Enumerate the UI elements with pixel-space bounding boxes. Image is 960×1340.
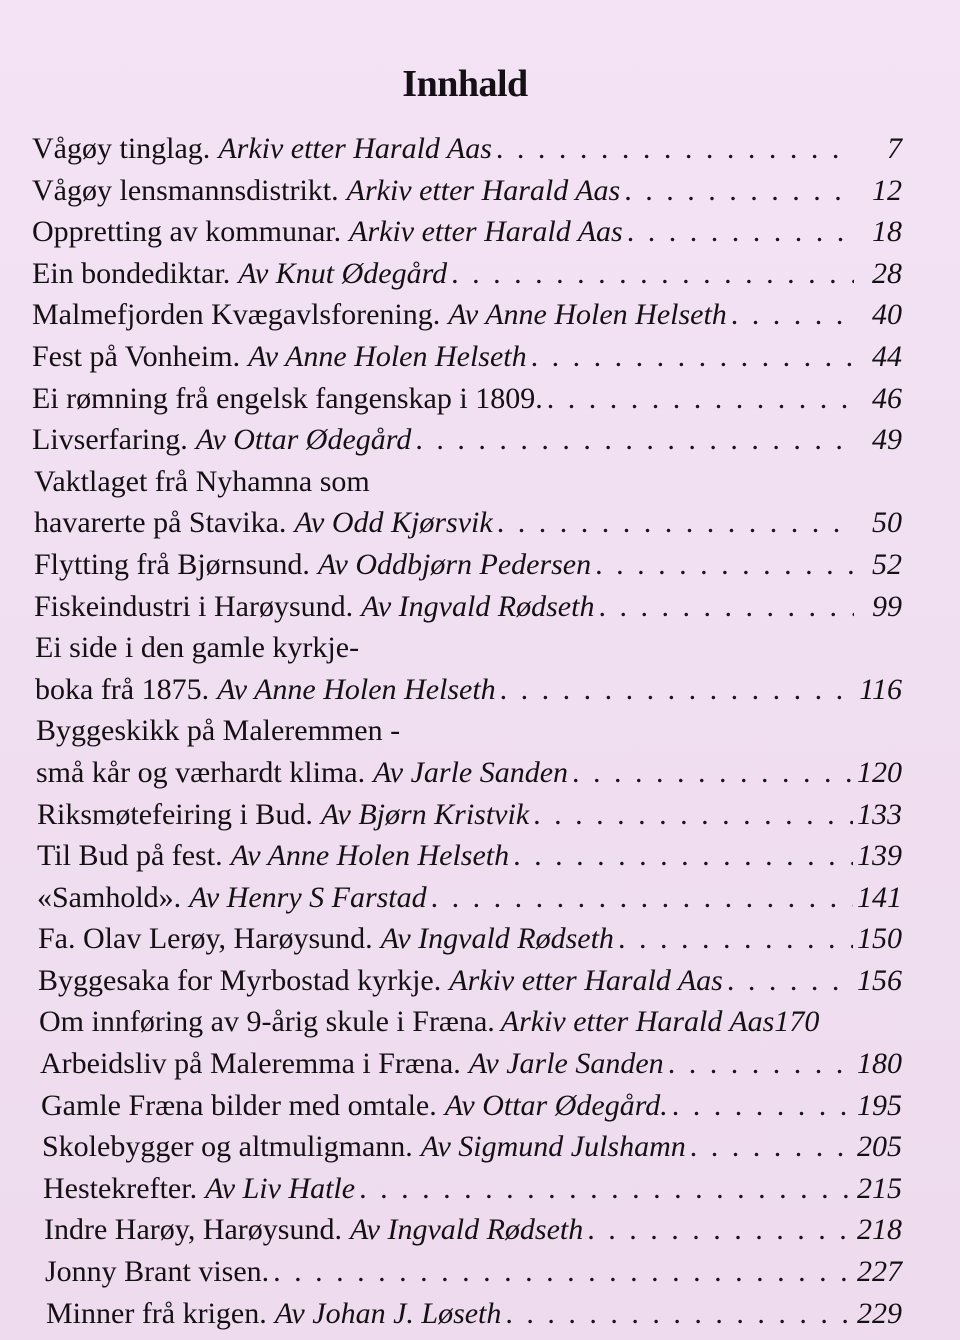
dot-leader [627, 211, 854, 253]
entry-author: Av Henry S Farstad [189, 880, 427, 914]
entry-page: 195 [857, 1088, 902, 1122]
entry-title: Fiskeindustri i Harøysund. [34, 589, 354, 623]
entry-author: Av Anne Holen Helseth [248, 339, 527, 373]
toc-entry [0, 1001, 902, 1043]
entry-title: Ei rømning frå engelsk fangenskap i 1809. [32, 381, 543, 415]
entry-title: Indre Harøy, Harøysund. [44, 1213, 342, 1247]
entry-author: Av Anne Holen Helseth [217, 672, 496, 706]
entry-page: 150 [857, 922, 902, 956]
entry-title: små kår og værhardt klima. [36, 755, 366, 789]
toc-entry [0, 1209, 902, 1251]
toc-entry [0, 1168, 902, 1210]
entry-author: Arkiv etter Harald Aas [349, 215, 623, 249]
dot-leader [359, 1168, 853, 1210]
entry-title: Vaktlaget frå Nyhamna som [34, 464, 370, 498]
dot-leader [513, 835, 853, 877]
dot-leader [624, 170, 854, 212]
table-of-contents [0, 128, 960, 1334]
entry-page: 133 [857, 797, 902, 831]
entry-title: Om innføring av 9-årig skule i Fræna. [39, 1005, 495, 1039]
dot-leader [273, 1251, 853, 1293]
entry-author: Av Jarle Sanden [468, 1047, 664, 1081]
dot-leader [500, 669, 854, 711]
entry-author: Arkiv etter Harald Aas [346, 173, 621, 207]
toc-entry [0, 918, 902, 960]
entry-title: Til Bud på fest. [37, 839, 223, 873]
entry-author: Av Ingvald Rødseth [349, 1213, 584, 1247]
dot-leader [533, 794, 853, 836]
toc-entry [0, 586, 902, 628]
entry-title: Oppretting av kommunar. [32, 215, 342, 249]
entry-author: Av Sigmund Julshamn [420, 1130, 686, 1164]
entry-title: Minner frå krigen. [46, 1296, 267, 1330]
entry-page: 18 [872, 215, 902, 249]
toc-entry [0, 1043, 902, 1085]
dot-leader [431, 877, 853, 919]
entry-author: Av Liv Hatle [205, 1171, 356, 1205]
entry-page: 120 [857, 755, 902, 789]
toc-entry [0, 253, 902, 295]
entry-author: Av Knut Ødegård [238, 256, 448, 290]
entry-author: Av Anne Holen Helseth [230, 839, 510, 873]
toc-entry [0, 336, 902, 378]
toc-entry [0, 669, 902, 711]
dot-leader [572, 752, 853, 794]
entry-author: Av Ottar Ødegård. [444, 1088, 668, 1122]
entry-page: 156 [857, 963, 902, 997]
entry-title: Byggeskikk på Maleremmen - [36, 714, 401, 748]
entry-title: Hestekrefter. [43, 1171, 198, 1205]
entry-page: 44 [872, 339, 902, 373]
dot-leader [587, 1209, 853, 1251]
entry-page: 229 [857, 1296, 902, 1330]
dot-leader [672, 1085, 853, 1127]
dot-leader [727, 960, 853, 1002]
toc-entry [0, 544, 902, 586]
dot-leader [618, 918, 853, 960]
dot-leader [497, 502, 854, 544]
entry-title: Vågøy lensmannsdistrikt. [32, 173, 339, 207]
entry-title: Riksmøtefeiring i Bud. [37, 797, 313, 831]
entry-page: 170 [774, 1005, 820, 1039]
toc-entry [0, 752, 902, 794]
toc-entry-continued [0, 627, 902, 669]
entry-title: Malmefjorden Kvægavlsforening. [32, 298, 441, 332]
dot-leader [547, 378, 854, 420]
toc-entry [0, 1251, 902, 1293]
entry-title: Ein bondediktar. [32, 256, 231, 290]
toc-entry [0, 794, 902, 836]
entry-title: Skolebygger og altmuligmann. [42, 1130, 413, 1164]
toc-entry [0, 960, 902, 1002]
entry-title: Jonny Brant visen. [45, 1255, 270, 1289]
entry-author: Av Anne Holen Helseth [448, 298, 727, 332]
dot-leader [531, 336, 854, 378]
entry-title: Gamle Fræna bilder med omtale. [41, 1088, 437, 1122]
entry-page: 52 [872, 547, 902, 581]
entry-page: 116 [859, 672, 902, 706]
entry-author: Av Ingvald Rødseth [380, 922, 614, 956]
entry-author: Arkiv etter Harald Aas [218, 132, 492, 165]
entry-page: 7 [887, 132, 902, 165]
entry-author: Arkiv etter Harald Aas [449, 963, 723, 997]
entry-page: 215 [857, 1171, 902, 1205]
entry-title: Byggesaka for Myrbostad kyrkje. [38, 963, 442, 997]
entry-page: 49 [872, 423, 902, 457]
toc-entry [0, 170, 902, 212]
dot-leader [690, 1126, 853, 1168]
entry-author: Av Jarle Sanden [373, 755, 569, 789]
toc-entry [0, 294, 902, 336]
dot-leader [496, 128, 854, 170]
entry-title: havarerte på Stavika. [34, 506, 287, 540]
entry-title: Fest på Vonheim. [32, 339, 241, 373]
toc-entry [0, 1126, 902, 1168]
entry-page: 46 [872, 381, 902, 415]
entry-page: 50 [872, 506, 902, 540]
entry-page: 139 [857, 839, 902, 873]
entry-title: Fa. Olav Lerøy, Harøysund. [38, 922, 373, 956]
dot-leader [598, 586, 854, 628]
dot-leader [668, 1043, 853, 1085]
entry-page: 205 [857, 1130, 902, 1164]
page-title: Innhald [402, 63, 528, 106]
dot-leader [415, 419, 854, 461]
entry-title: boka frå 1875. [35, 672, 210, 706]
entry-title: Flytting frå Bjørnsund. [34, 547, 310, 581]
toc-entry [0, 502, 902, 544]
entry-page: 180 [857, 1047, 902, 1081]
entry-page: 227 [857, 1255, 902, 1289]
toc-entry [0, 378, 902, 420]
entry-title: «Samhold». [37, 880, 182, 914]
entry-author: Av Odd Kjørsvik [294, 506, 493, 540]
toc-entry [0, 128, 902, 170]
toc-entry [0, 419, 902, 461]
entry-author: Av Oddbjørn Pedersen [317, 547, 592, 581]
entry-page: 218 [857, 1213, 902, 1247]
entry-author: Av Johan J. Løseth [274, 1296, 502, 1330]
entry-author: Arkiv etter Harald Aas [500, 1005, 775, 1039]
entry-author: Av Ottar Ødegård [195, 423, 412, 457]
entry-author: Av Bjørn Kristvik [320, 797, 530, 831]
entry-page: 141 [857, 880, 902, 914]
dot-leader [451, 253, 854, 295]
entry-page: 99 [872, 589, 902, 623]
toc-entry [0, 877, 902, 919]
toc-entry-continued [0, 710, 902, 752]
entry-title: Arbeidsliv på Maleremma i Fræna. [40, 1047, 461, 1081]
entry-page: 28 [872, 256, 902, 290]
entry-title: Livserfaring. [32, 423, 188, 457]
toc-entry [0, 211, 902, 253]
entry-title: Ei side i den gamle kyrkje- [35, 631, 360, 665]
entry-author: Av Ingvald Rødseth [361, 589, 595, 623]
entry-page: 12 [872, 173, 902, 207]
dot-leader [731, 294, 854, 336]
dot-leader [595, 544, 854, 586]
toc-entry-continued [0, 461, 902, 503]
toc-entry [0, 835, 902, 877]
toc-entry [0, 1085, 902, 1127]
entry-page: 40 [872, 298, 902, 332]
entry-title: Vågøy tinglag. [32, 132, 211, 165]
dot-leader [505, 1293, 853, 1335]
toc-entry [0, 1293, 902, 1335]
